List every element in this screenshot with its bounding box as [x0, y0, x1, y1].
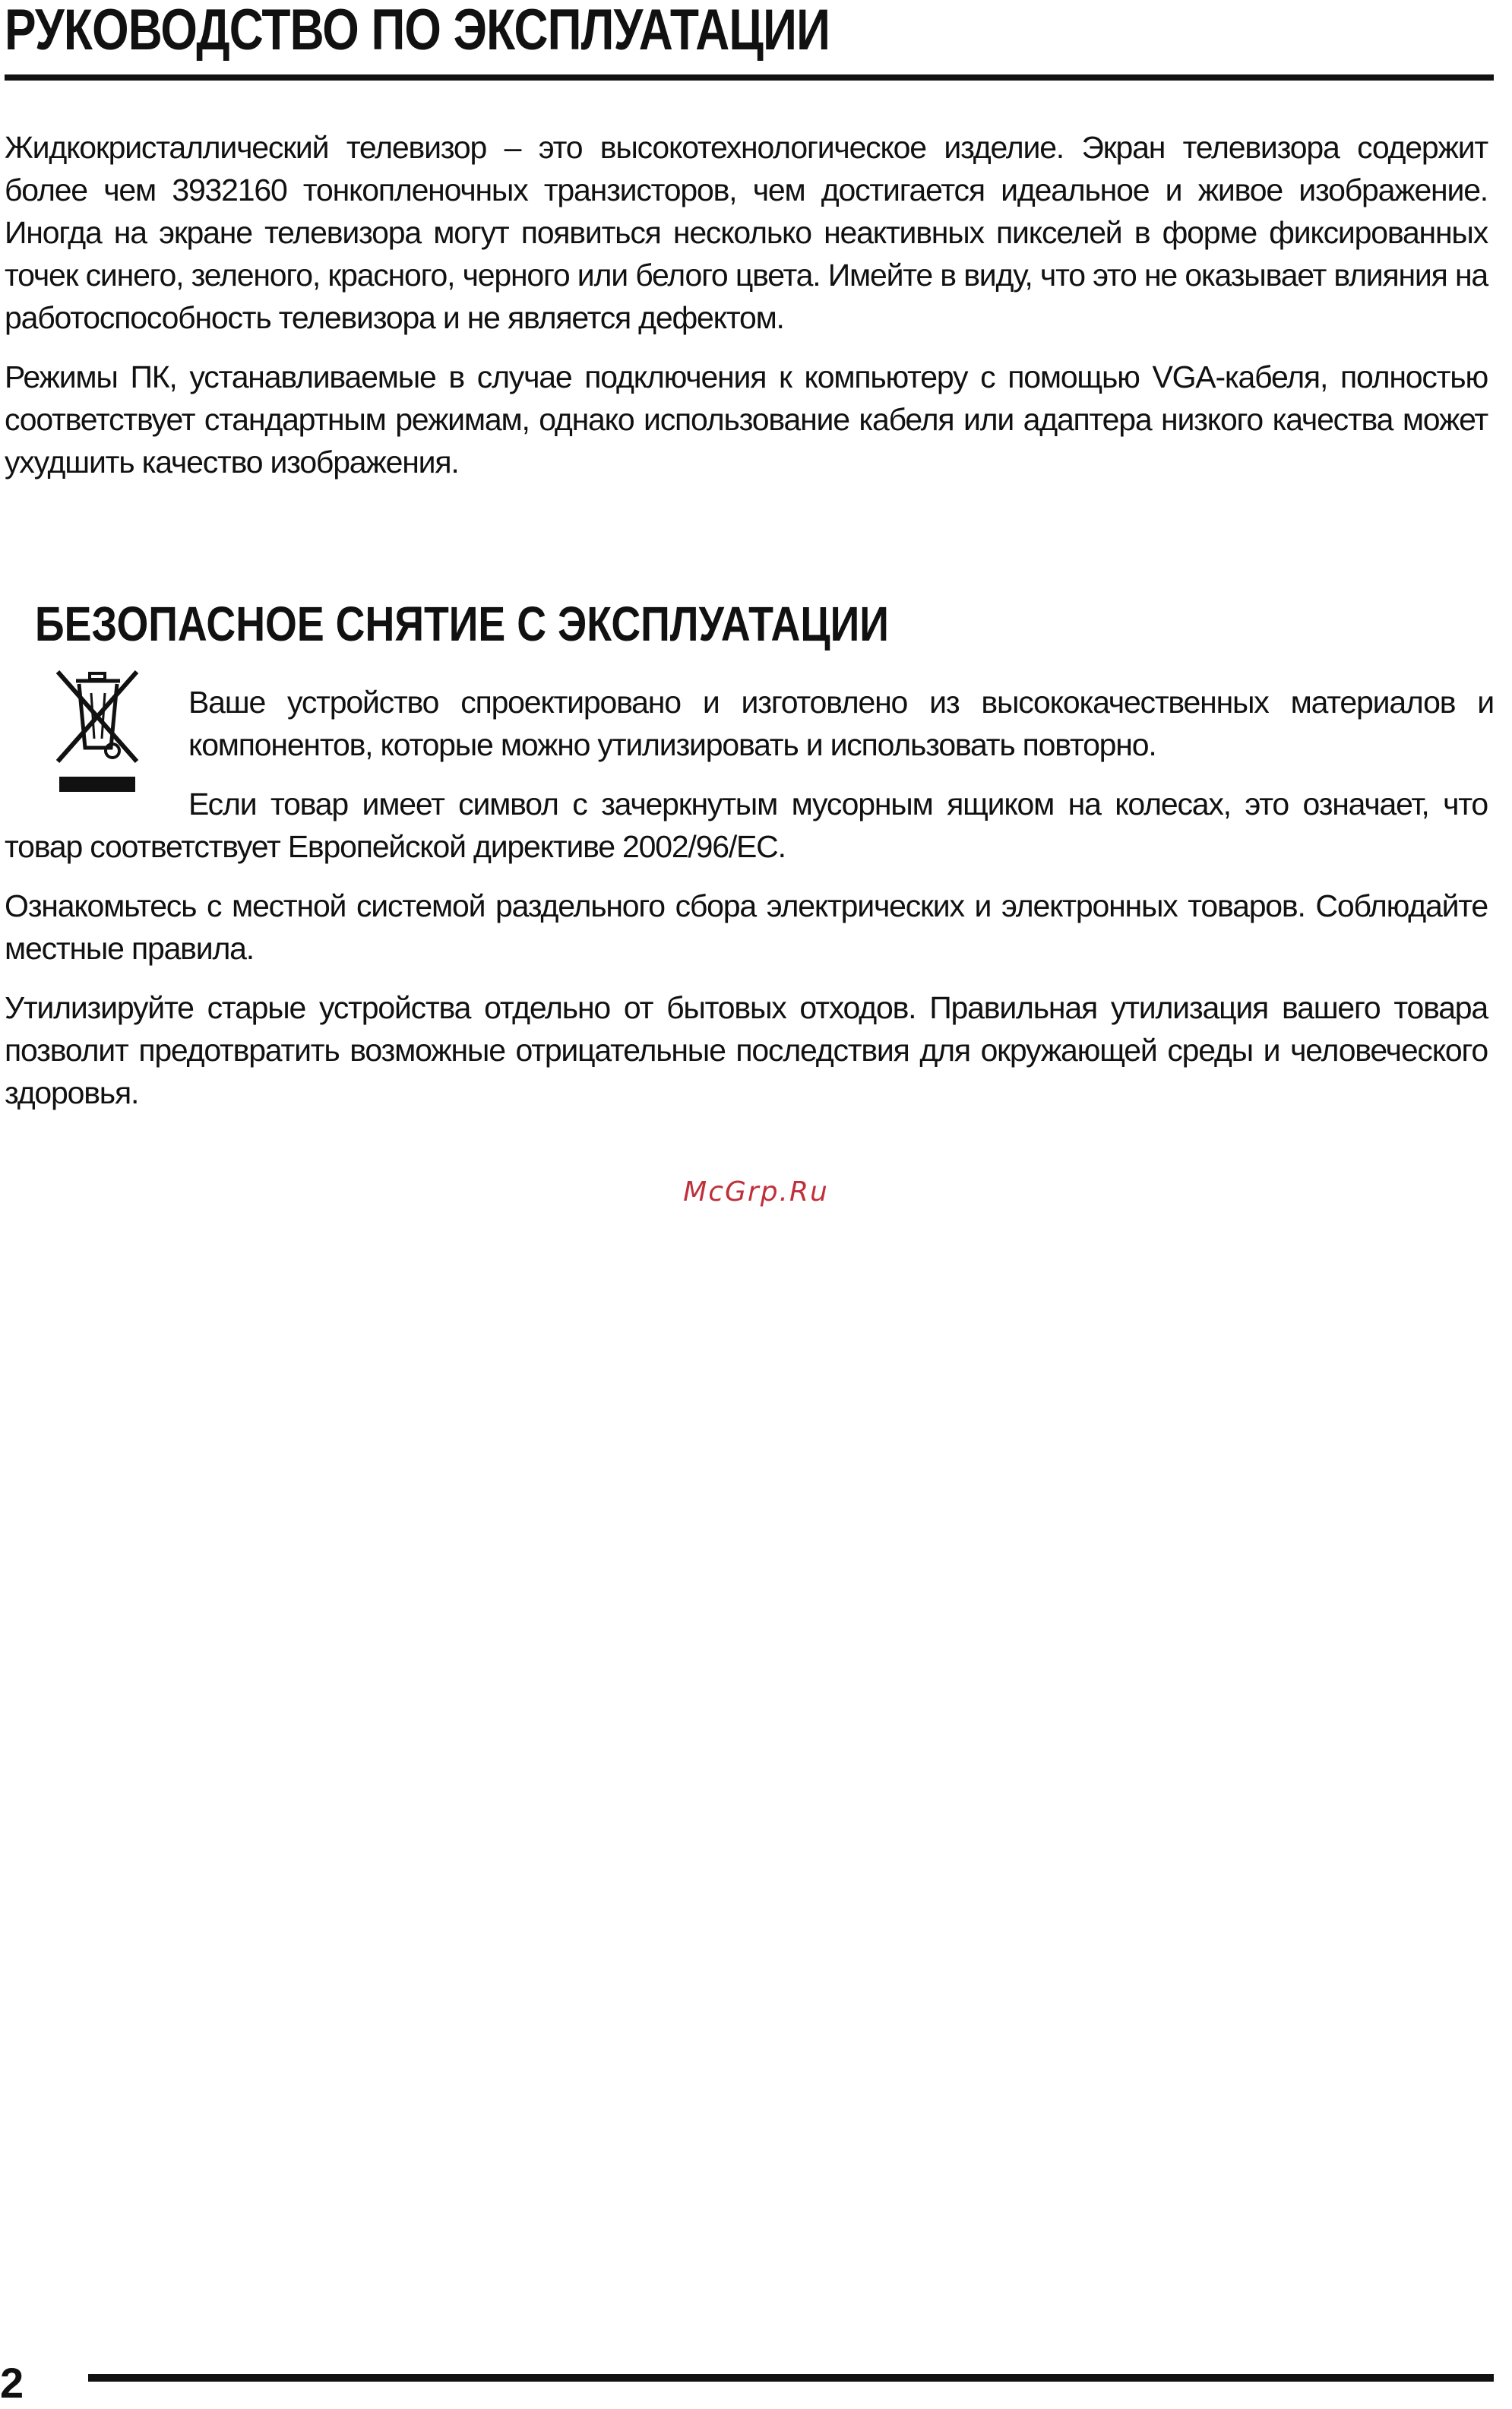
disposal-paragraph-1: Ваше устройство спроектировано и изготовлено из высококачественных материалов и компонентов, которые можно утилизировать и использовать повторно.: [188, 685, 1494, 762]
disposal-paragraph-4: Утилизируйте старые устройства отдельно от бытовых отходов. Правильная утилизация вашего товара позволит предотвратить возможные отрицательные последствия для окружающей среды и человеческого здоровья.: [5, 990, 1488, 1110]
title-underline: [5, 74, 1494, 81]
disposal-paragraph-2: Если товар имеет символ с зачеркнутым мусорным ящиком на колесах, это означает, что товар соответствует Европейской директиве 2002/96/EC.: [5, 787, 1488, 864]
page-number: 2: [0, 2359, 24, 2407]
footer-rule: [88, 2374, 1494, 2382]
intro-paragraph-2: Режимы ПК, устанавливаемые в случае подключения к компьютеру с помощью VGA-кабеля, полностью соответствует стандартным режимам, однако использование кабеля или адаптера низкого качества может ухудшить качество изображения.: [5, 359, 1488, 480]
watermark: McGrp.Ru: [683, 1176, 829, 1208]
disposal-paragraph-3: Ознакомьтесь с местной системой раздельного сбора электрических и электронных товаров. Соблюдайте местные правила.: [5, 888, 1488, 966]
page-title: РУКОВОДСТВО ПО ЭКСПЛУАТАЦИИ: [5, 0, 830, 62]
section-title-disposal: БЕЗОПАСНОЕ СНЯТИЕ С ЭКСПЛУАТАЦИИ: [35, 597, 889, 651]
intro-paragraph-1: Жидкокристаллический телевизор – это высокотехнологическое изделие. Экран телевизора содержит более чем 3932160 тонкопленочных транзисторов, чем достигается идеальное и живое изображение. Иногда на экране телевизора могут появиться несколько неактивных пикселей в форме фиксированных точек синего, зеленого, красного, черного или белого цвета. Имейте в виду, что это не оказывает влияния на работоспособность телевизора и не является дефектом.: [5, 130, 1488, 335]
weee-crossed-bin-icon: [50, 666, 144, 796]
